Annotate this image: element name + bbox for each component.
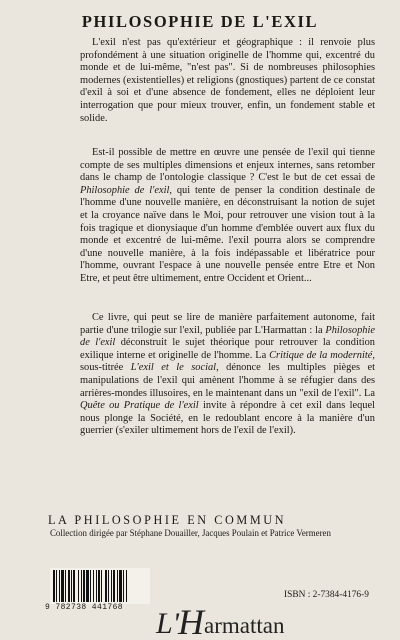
book-title-italic: Critique de la modernité	[269, 349, 373, 361]
book-title-italic: Philosophie de l'exil	[80, 324, 375, 349]
paragraph-trilogy	[80, 312, 375, 438]
book-title-italic: L'exil et le social	[130, 362, 217, 374]
text-run: Ce livre, qui peut se lire de manière parfaitement autonome, fait partie d'une trilogie sur l'exil, publiée par L'Harmattan : la	[80, 312, 375, 336]
text-run: , qui tente de penser la condition destinale de l'homme d'une nouvelle manière, en déconstruisant la notion de sujet et la croyance naïve dans le Moi, pour retrouver une vision tout à la fois tragique et dionysiaque d'un homme d'emblée ouvert aux flux du monde et excentré de lui-même. l'exil pourra alors se comprendre d'une nouvelle manière, à la fois indépassable et libératrice pour l'homme, ouvrant l'espace à une nouvelle pensée entre Etre et Non Etre, et peut être ultimement, entre Occident et Orient...	[80, 184, 376, 284]
paragraph-trilogy-text	[80, 312, 375, 438]
text-run: Est-il possible de mettre en œuvre une pensée de l'exil qui tienne compte de ses multiples dimensions et enjeux internes, sans retomber dans le champ de l'ontologie classique ? C'est le but de cet essai de	[80, 147, 375, 184]
paragraph-essay-text	[80, 147, 375, 286]
barcode-icon	[50, 568, 150, 604]
paragraph-intro-text: L'exil n'est pas qu'extérieur et géographique : il renvoie plus profondément à une situation originelle de l'homme qui, excentré du monde et de lui-même, "n'est pas". Si de nombreuses philosophies modernes (existentielles) et religions (gnostiques) partent de ce constat d'exil à soi et d'une absence de fondement, elles ne déploient leur interrogation que pour mieux trouver, enfin, un fondement stable et solide.	[80, 37, 375, 124]
text-run: déconstruit le sujet théorique pour retrouver la condition exilique interne et originelle de l'homme. La	[80, 337, 375, 361]
page-title: PHILOSOPHIE DE L'EXIL	[81, 12, 319, 31]
paragraph-essay	[80, 147, 375, 286]
isbn-label: ISBN : 2-7384-4176-9	[284, 590, 369, 600]
text-run: , sous-titrée	[80, 349, 376, 374]
barcode-digits: 9 782738 441768	[45, 603, 124, 612]
book-title-italic: Quête ou Pratique de l'exil	[80, 400, 199, 412]
series-name: LA PHILOSOPHIE EN COMMUN	[48, 513, 287, 527]
text-run: , dénonce les multiples pièges et manipulations de l'exil qui amènent l'homme à se réfugier dans des arrières-mondes illusoires, en le maintenant dans un "exil de l'exil". La	[80, 362, 376, 399]
text-run: invite à répondre à cet exil dans lequel nous plonge la Société, en le redoublant encore à la manière d'un guerrier (s'exiler ultimement hors de l'exil de l'exil).	[80, 400, 375, 437]
series-direction: Collection dirigée par Stéphane Douailler, Jacques Poulain et Patrice Vermeren	[50, 528, 331, 538]
book-title-italic: Philosophie de l'exil	[80, 184, 170, 196]
svg-text:armattan: armattan	[204, 613, 285, 638]
svg-text:L': L'	[156, 607, 180, 639]
publisher-logo	[150, 605, 300, 639]
svg-text:H: H	[178, 605, 204, 639]
paragraph-intro	[80, 37, 375, 125]
